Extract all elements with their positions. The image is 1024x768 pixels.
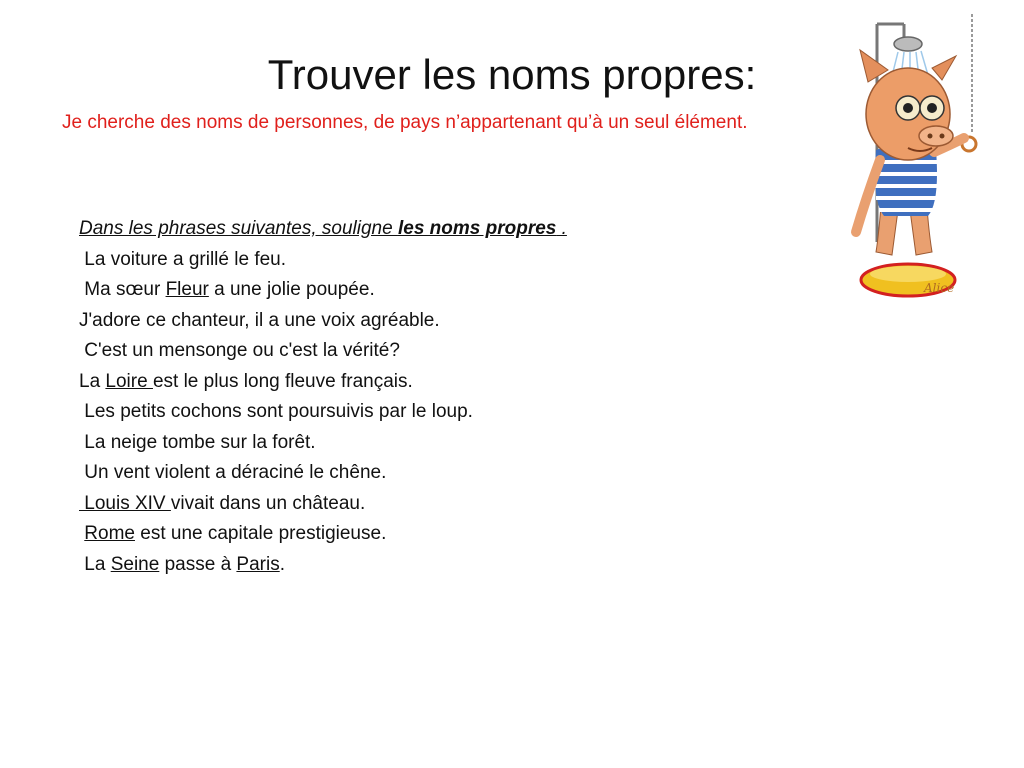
exercise-sentence — [79, 275, 779, 306]
exercise-sentence — [79, 306, 779, 337]
exercise-sentence — [79, 245, 779, 276]
sentence-text: est une capitale prestigieuse. — [134, 523, 387, 544]
pig-in-shower-illustration — [846, 12, 982, 302]
sentence-text: Les petits cochons sont poursuivis par le loup. — [79, 401, 473, 422]
instruction-bold: les noms propres — [397, 218, 557, 239]
exercise-sentences — [79, 245, 779, 581]
sentence-text: La neige tombe sur la forêt. — [79, 431, 316, 453]
underlined-proper-noun: Loire — [105, 370, 153, 392]
sentence-text: C'est un mensonge ou c'est la vérité? — [79, 340, 400, 361]
exercise-sentence — [79, 397, 779, 428]
sentence-text: a une jolie poupée. — [208, 279, 375, 300]
sentence-text: Ma sœur — [79, 279, 166, 300]
sentence-text: La — [79, 370, 106, 392]
underlined-proper-noun: Rome — [84, 523, 135, 544]
instruction-suffix: . — [556, 218, 567, 239]
signature-text: Alice — [924, 281, 955, 295]
sentence-text: Un vent violent a déraciné le chêne. — [79, 462, 387, 483]
sentence-text: est le plus long fleuve français. — [152, 370, 413, 392]
underlined-proper-noun: Paris — [236, 553, 280, 575]
exercise-instruction — [79, 214, 779, 245]
exercise-sentence — [79, 550, 779, 581]
sentence-text: passe à — [159, 553, 237, 575]
sentence-text: La — [79, 553, 111, 575]
exercise-sentence — [79, 367, 779, 398]
underlined-proper-noun: Louis XIV — [79, 492, 171, 514]
slide-subtitle: Je cherche des noms de personnes, de pays n’appartenant qu’à un seul élément. — [62, 112, 748, 133]
exercise-sentence — [79, 489, 779, 520]
exercise-sentence — [79, 519, 779, 550]
instruction-prefix: Dans les phrases suivantes, souligne — [79, 218, 398, 239]
slide-title: Trouver les noms propres: — [267, 51, 757, 98]
sentence-text: La voiture a grillé le feu. — [79, 248, 287, 270]
underlined-proper-noun: Seine — [110, 553, 160, 575]
sentence-text: vivait dans un château. — [170, 492, 366, 514]
exercise-block — [79, 214, 779, 580]
exercise-sentence — [79, 336, 779, 367]
sentence-text: J'adore ce chanteur, il a une voix agréable. — [79, 309, 440, 331]
exercise-sentence — [79, 428, 779, 459]
underlined-proper-noun: Fleur — [165, 279, 209, 300]
exercise-sentence — [79, 458, 779, 489]
sentence-text: . — [279, 553, 285, 575]
